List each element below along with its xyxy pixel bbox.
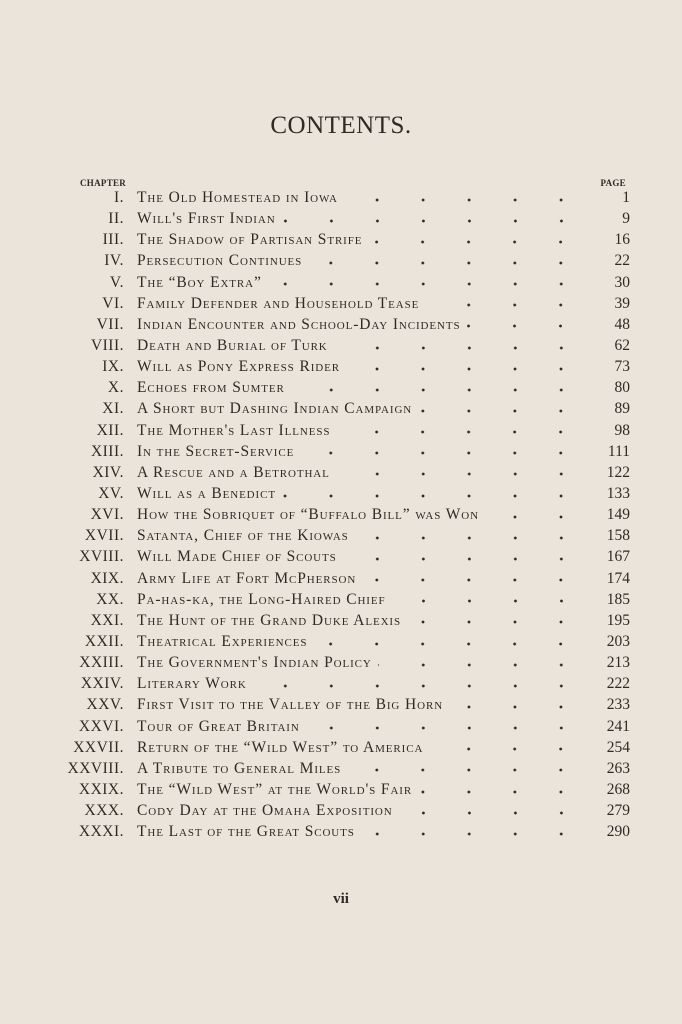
- chapter-page: 279: [606, 802, 630, 820]
- toc-entry: [40, 485, 630, 506]
- chapter-title: Satanta, Chief of the Kiowas: [137, 527, 349, 545]
- chapter-number: VIII.: [90, 336, 124, 354]
- chapter-page: 73: [614, 358, 630, 376]
- chapter-title: Will as a Benedict: [137, 484, 276, 502]
- chapter-number: XII.: [96, 421, 124, 439]
- chapter-page: 16: [614, 231, 630, 249]
- chapter-title: Family Defender and Household Tease: [137, 294, 420, 312]
- chapter-title: Persecution Continues: [137, 252, 303, 270]
- dot-leader: [334, 345, 584, 351]
- chapter-number: IX.: [102, 358, 124, 376]
- chapter-page: 39: [614, 294, 630, 312]
- chapter-number: XXX.: [84, 802, 124, 820]
- chapter-page: 158: [606, 527, 630, 545]
- dot-leader: [291, 387, 584, 393]
- chapter-page: 30: [614, 273, 630, 291]
- dot-leader: [336, 429, 584, 435]
- chapter-page: 222: [606, 675, 630, 693]
- chapter-column-header: CHAPTER: [80, 178, 127, 188]
- chapter-number: XI.: [102, 400, 124, 418]
- toc-entry: [40, 612, 630, 633]
- chapter-number: II.: [108, 210, 124, 228]
- chapter-number: V.: [109, 273, 124, 291]
- chapter-title: A Short but Dashing Indian Campaign: [137, 400, 413, 418]
- chapter-title: The Shadow of Partisan Strife: [137, 231, 363, 249]
- chapter-page: 268: [606, 780, 630, 798]
- chapter-title: The Mother's Last Illness: [137, 421, 331, 439]
- chapter-title: The Government's Indian Policy: [137, 654, 372, 672]
- dot-leader: [347, 767, 584, 773]
- toc-entry: [40, 570, 630, 591]
- page-column-header: PAGE: [600, 178, 626, 188]
- chapter-number: XXV.: [86, 696, 124, 714]
- page-number: vii: [333, 891, 349, 907]
- dot-leader: [418, 408, 584, 414]
- chapter-title: First Visit to the Valley of the Big Horn: [137, 696, 444, 714]
- chapter-number: XX.: [96, 590, 124, 608]
- chapter-page: 185: [606, 590, 630, 608]
- dot-leader: [399, 810, 584, 816]
- chapter-page: 149: [606, 506, 630, 524]
- chapter-page: 80: [614, 379, 630, 397]
- chapter-title: Return of the “Wild West” to America: [137, 738, 424, 756]
- chapter-page: 1: [622, 189, 630, 206]
- dot-leader: [282, 493, 584, 499]
- toc-entry: [40, 654, 630, 675]
- chapter-number: XXVIII.: [67, 759, 124, 777]
- chapter-title: The Hunt of the Grand Duke Alexis: [137, 611, 401, 629]
- dot-leader: [282, 218, 584, 224]
- toc-entry: [40, 210, 630, 231]
- dot-leader: [313, 641, 584, 647]
- chapter-title: Cody Day at the Omaha Exposition: [137, 802, 393, 820]
- chapter-title: Army Life at Fort McPherson: [137, 569, 357, 587]
- chapter-number: X.: [107, 379, 124, 397]
- chapter-page: 290: [606, 823, 630, 841]
- chapter-title: Death and Burial of Turk: [137, 336, 328, 354]
- chapter-title: The “Wild West” at the World's Fair: [137, 780, 413, 798]
- toc-entry: [40, 633, 630, 654]
- chapter-page: 133: [606, 484, 630, 502]
- dot-leader: [392, 598, 584, 604]
- toc-entry: [40, 527, 630, 548]
- chapter-page: 233: [606, 696, 630, 714]
- chapter-page: 241: [606, 717, 630, 735]
- dot-leader: [306, 725, 584, 731]
- chapter-title: In the Secret-Service: [137, 442, 295, 460]
- chapter-page: 111: [607, 442, 630, 460]
- chapter-number: XXI.: [90, 611, 124, 629]
- table-of-contents: [40, 189, 630, 844]
- chapter-title: The “Boy Extra”: [137, 273, 262, 291]
- toc-entry: [40, 675, 630, 696]
- chapter-title: A Rescue and a Betrothal: [137, 463, 330, 481]
- chapter-title: Echoes from Sumter: [137, 379, 285, 397]
- chapter-number: XVIII.: [79, 548, 124, 566]
- toc-entry: [40, 231, 630, 252]
- chapter-title: How the Sobriquet of “Buffalo Bill” was Won: [137, 506, 479, 524]
- chapter-number: XXVII.: [73, 738, 124, 756]
- chapter-number: XVI.: [90, 506, 124, 524]
- toc-entry: [40, 464, 630, 485]
- toc-entry: [40, 358, 630, 379]
- dot-leader: [449, 704, 584, 710]
- dot-leader: [407, 619, 584, 625]
- dot-leader: [418, 789, 584, 795]
- chapter-number: XXIV.: [80, 675, 124, 693]
- chapter-number: VI.: [102, 294, 124, 312]
- chapter-number: XXXI.: [78, 823, 124, 841]
- chapter-title: Theatrical Experiences: [137, 632, 308, 650]
- chapter-number: I.: [113, 189, 124, 206]
- dot-leader: [429, 746, 584, 752]
- dot-leader: [344, 197, 584, 203]
- chapter-page: 9: [622, 210, 630, 228]
- toc-entry: [40, 739, 630, 760]
- toc-entry: [40, 718, 630, 739]
- toc-entry: [40, 548, 630, 569]
- toc-entry: [40, 379, 630, 400]
- toc-entry: [40, 189, 630, 210]
- chapter-title: Pa-has-ka, the Long-Haired Chief: [137, 590, 386, 608]
- chapter-page: 48: [614, 315, 630, 333]
- chapter-title: Will as Pony Express Rider: [137, 358, 340, 376]
- dot-leader: [368, 239, 584, 245]
- dot-leader: [343, 556, 584, 562]
- dot-leader: [346, 366, 584, 372]
- chapter-number: XIX.: [90, 569, 124, 587]
- toc-entry: [40, 802, 630, 823]
- dot-leader: [485, 514, 584, 520]
- toc-entry: [40, 295, 630, 316]
- chapter-page: 167: [606, 548, 630, 566]
- toc-entry: [40, 760, 630, 781]
- chapter-page: 62: [614, 336, 630, 354]
- toc-entry: [40, 591, 630, 612]
- chapter-number: VII.: [96, 315, 124, 333]
- toc-entry: [40, 252, 630, 273]
- toc-entry: [40, 316, 630, 337]
- chapter-title: A Tribute to General Miles: [137, 759, 342, 777]
- chapter-page: 122: [606, 463, 630, 481]
- toc-entry: [40, 274, 630, 295]
- dot-leader: [378, 662, 584, 668]
- toc-entry: [40, 443, 630, 464]
- chapter-number: XIII.: [90, 442, 124, 460]
- chapter-page: 89: [614, 400, 630, 418]
- dot-leader: [300, 450, 584, 456]
- chapter-page: 254: [606, 738, 630, 756]
- chapter-title: Will Made Chief of Scouts: [137, 548, 337, 566]
- dot-leader: [362, 577, 584, 583]
- dot-leader: [336, 471, 584, 477]
- chapter-page: 174: [606, 569, 630, 587]
- toc-entry: [40, 781, 630, 802]
- chapter-number: XXIX.: [78, 780, 124, 798]
- chapter-number: XXVI.: [78, 717, 124, 735]
- chapter-title: Literary Work: [137, 675, 247, 693]
- chapter-title: The Last of the Great Scouts: [137, 823, 355, 841]
- dot-leader: [466, 323, 584, 329]
- chapter-page: 213: [606, 654, 630, 672]
- chapter-number: XV.: [98, 484, 124, 502]
- chapter-page: 22: [614, 252, 630, 270]
- chapter-number: XIV.: [92, 463, 124, 481]
- chapter-title: Will's First Indian: [137, 210, 276, 228]
- toc-entry: [40, 696, 630, 717]
- chapter-number: XVII.: [84, 527, 124, 545]
- chapter-number: XXIII.: [79, 654, 124, 672]
- toc-entry: [40, 422, 630, 443]
- chapter-number: XXII.: [84, 632, 124, 650]
- dot-leader: [253, 683, 584, 689]
- chapter-page: 203: [606, 632, 630, 650]
- dot-leader: [425, 302, 584, 308]
- page-title: CONTENTS.: [270, 112, 412, 139]
- toc-entry: [40, 337, 630, 358]
- dot-leader: [361, 831, 584, 837]
- chapter-page: 195: [606, 611, 630, 629]
- chapter-title: Indian Encounter and School-Day Incidents: [137, 315, 461, 333]
- dot-leader: [268, 281, 584, 287]
- chapter-page: 98: [614, 421, 630, 439]
- dot-leader: [355, 535, 584, 541]
- toc-entry: [40, 400, 630, 421]
- toc-entry: [40, 506, 630, 527]
- toc-entry: [40, 823, 630, 844]
- chapter-number: III.: [102, 231, 124, 249]
- chapter-title: Tour of Great Britain: [137, 717, 300, 735]
- chapter-page: 263: [606, 759, 630, 777]
- dot-leader: [308, 260, 584, 266]
- chapter-title: The Old Homestead in Iowa: [137, 189, 338, 206]
- chapter-number: IV.: [104, 252, 124, 270]
